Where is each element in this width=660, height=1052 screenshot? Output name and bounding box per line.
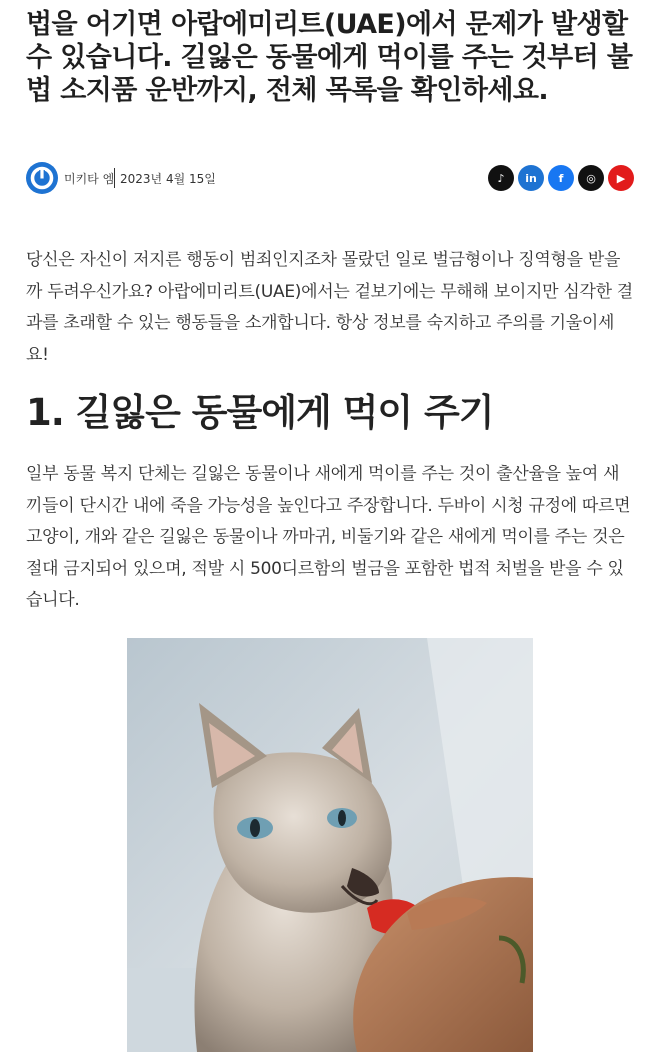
linkedin-icon[interactable]: in bbox=[518, 165, 544, 191]
meta-divider bbox=[114, 168, 115, 188]
power-logo-icon bbox=[26, 162, 58, 194]
article-title: 법을 어기면 아랍에미리트(UAE)에서 문제가 발생할 수 있습니다. 길잃은 동물에게 먹이를 주는 것부터 불법 소지품 운반까지, 전체 목록을 확인하세요. bbox=[26, 9, 633, 106]
section-paragraph: 일부 동물 복지 단체는 길잃은 동물이나 새에게 먹이를 주는 것이 출산율을 높여 새끼들이 단시간 내에 죽을 가능성을 높인다고 주장합니다. 두바이 시청 규정에 따르면 고양이, 개와 같은 길잃은 동물이나 까마귀, 비둘기와 같은 새에게 먹이를 주는 것은 절대 금지되어 있으며, 적발 시 500디르함의 벌금을 포함한 법적 처벌을 받을 수 있습니다. bbox=[26, 464, 631, 610]
youtube-icon[interactable]: ▶ bbox=[608, 165, 634, 191]
author-avatar[interactable] bbox=[26, 162, 58, 194]
section-heading: 1. 길잃은 동물에게 먹이 주기 bbox=[26, 391, 494, 434]
instagram-icon[interactable]: ◎ bbox=[578, 165, 604, 191]
intro-paragraph: 당신은 자신이 저지른 행동이 범죄인지조차 몰랐던 일로 벌금형이나 징역형을 받을까 두려우신가요? 아랍에미리트(UAE)에서는 겉보기에는 무해해 보이지만 심각한 결과를 초래할 수 있는 행동들을 소개합니다. 항상 정보를 숙지하고 주의를 기울이세요! bbox=[26, 250, 633, 365]
cat-feeding-photo bbox=[127, 638, 533, 1052]
publish-date: 2023년 4월 15일 bbox=[120, 172, 216, 186]
tiktok-icon[interactable]: ♪ bbox=[488, 165, 514, 191]
author-name[interactable]: 미키타 엠 bbox=[64, 172, 115, 186]
facebook-icon[interactable]: f bbox=[548, 165, 574, 191]
social-links bbox=[488, 165, 634, 191]
article-meta bbox=[26, 162, 634, 194]
article bbox=[26, 0, 634, 610]
